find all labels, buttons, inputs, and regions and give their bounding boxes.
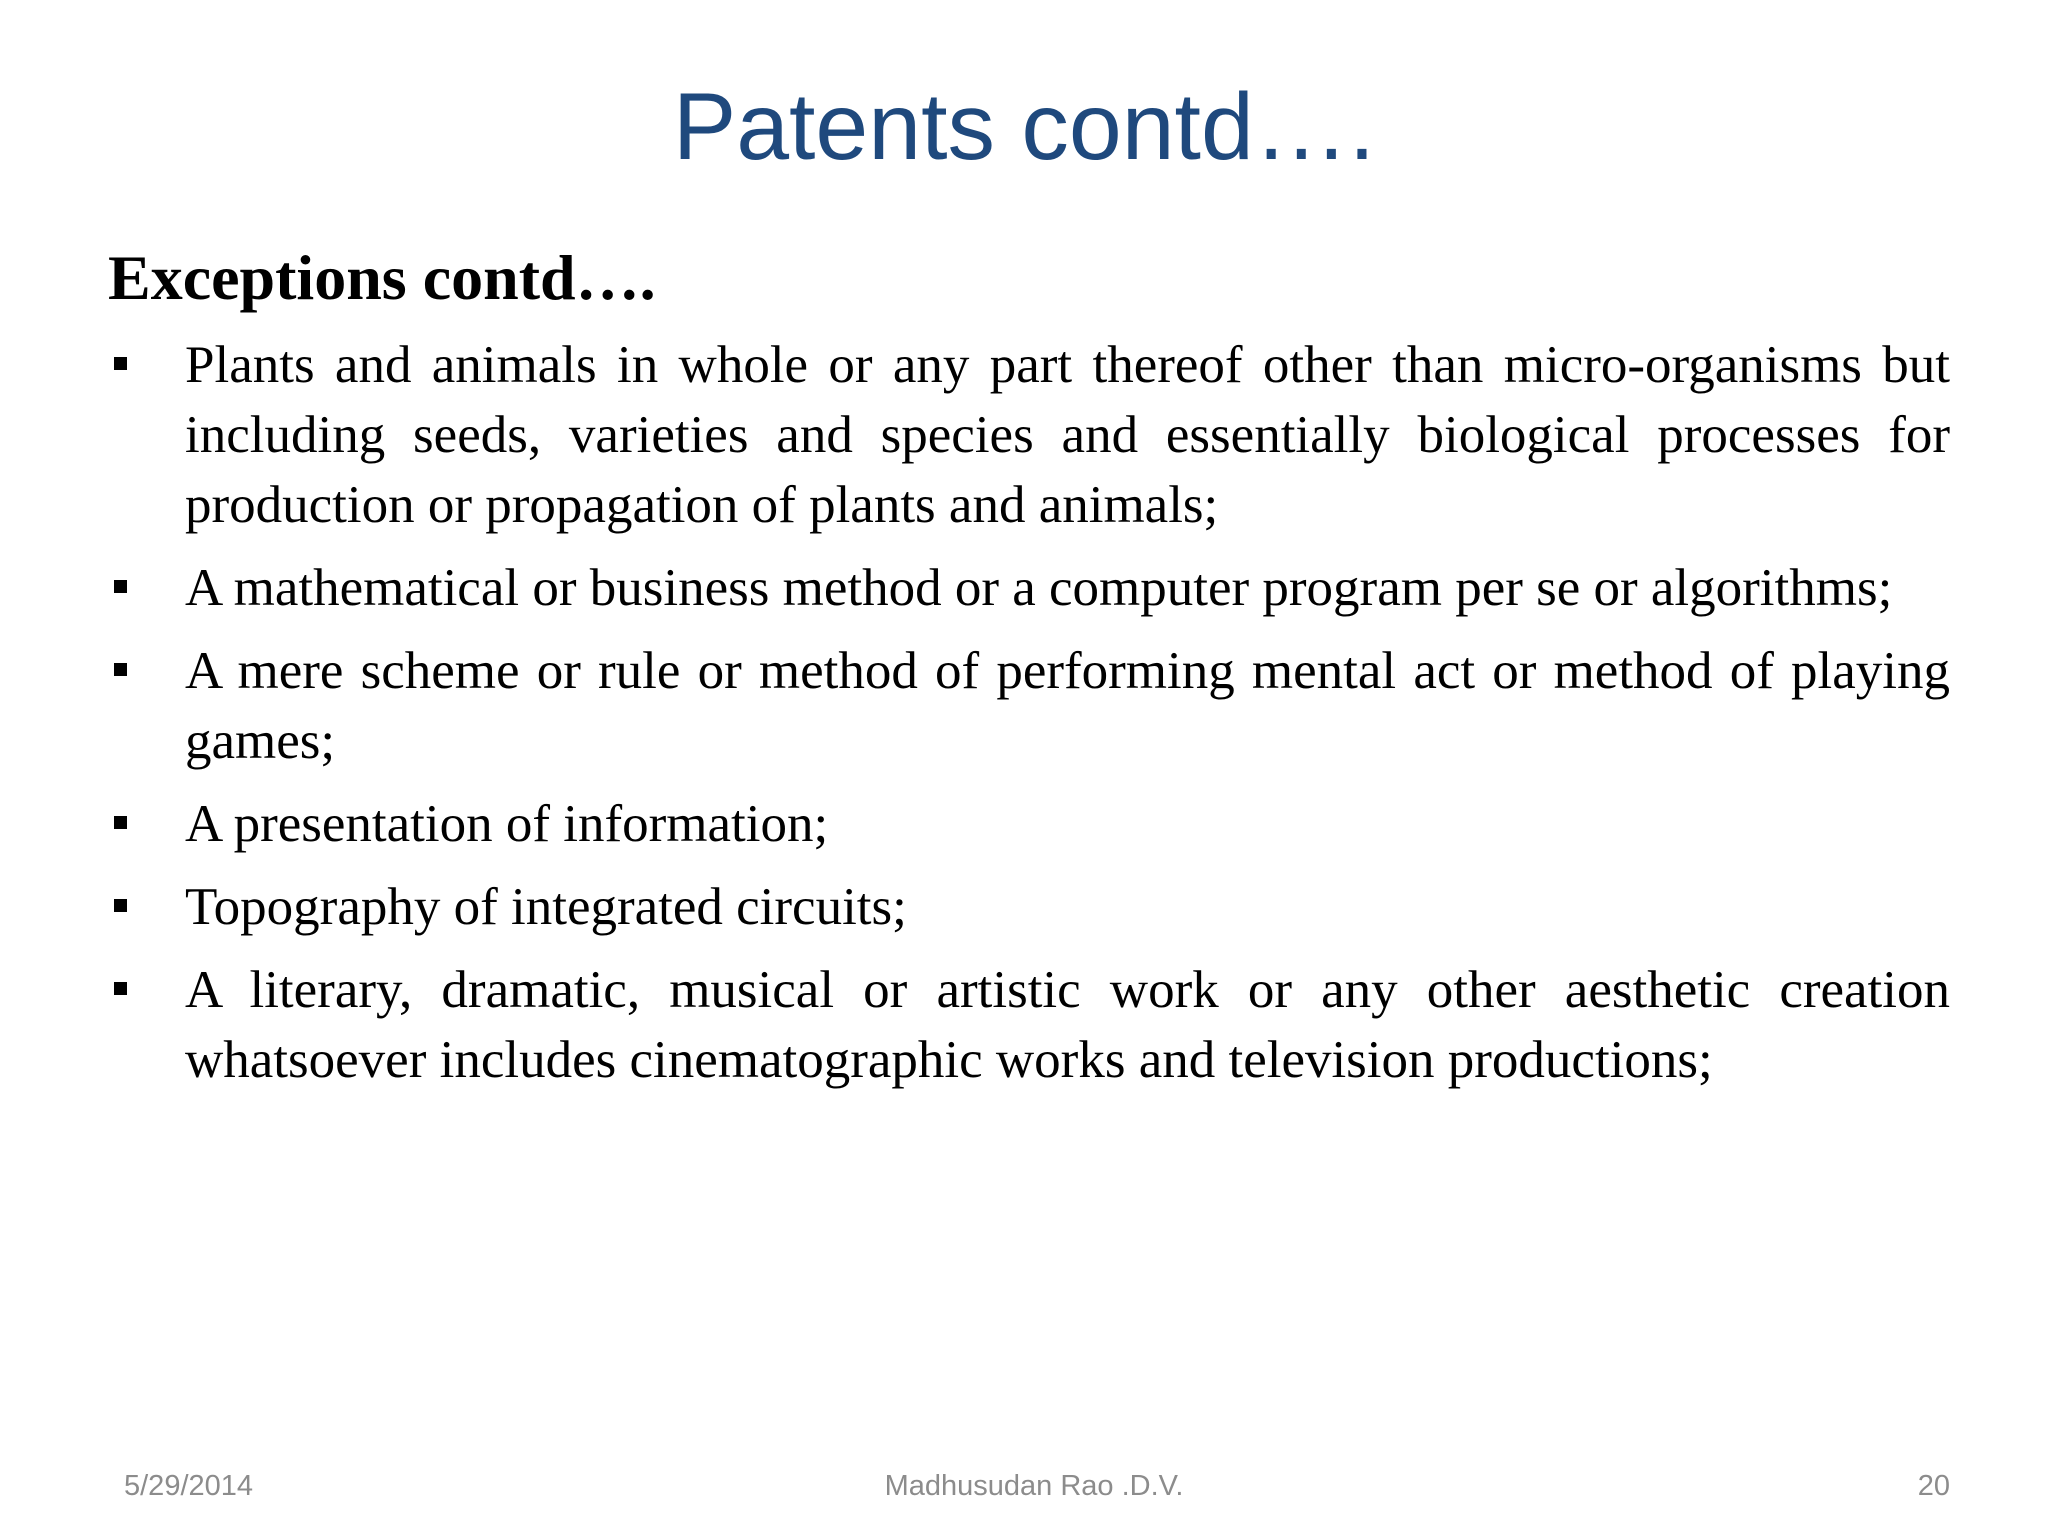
bullet-text: Plants and animals in whole or any part thereof other than micro-organisms but including seeds, varieties and species and essentially biological processes for production or propagation of plants and animals; — [185, 336, 1950, 534]
bullet-item — [108, 553, 1950, 623]
bullet-text: A mere scheme or rule or method of performing mental act or method of playing games; — [185, 642, 1950, 770]
slide-title: Patents contd…. — [672, 74, 1376, 180]
bullet-list — [108, 330, 1950, 1108]
footer-page-number: 20 — [1917, 1470, 1950, 1502]
bullet-text: A literary, dramatic, musical or artistic work or any other aesthetic creation whatsoever includes cinematographic works and television productions; — [185, 961, 1950, 1089]
square-bullet-icon — [114, 663, 127, 676]
bullet-item — [108, 636, 1950, 776]
bullet-item — [108, 789, 1950, 859]
square-bullet-icon — [114, 982, 127, 995]
square-bullet-icon — [114, 357, 127, 370]
square-bullet-icon — [114, 580, 127, 593]
square-bullet-icon — [114, 816, 127, 829]
square-bullet-icon — [114, 899, 127, 912]
bullet-text: Topography of integrated circuits; — [185, 878, 907, 936]
footer-author: Madhusudan Rao .D.V. — [884, 1470, 1184, 1502]
bullet-item — [108, 330, 1950, 540]
bullet-text: A mathematical or business method or a computer program per se or algorithms; — [185, 559, 1893, 617]
bullet-text: A presentation of information; — [185, 795, 829, 853]
footer-date: 5/29/2014 — [124, 1470, 254, 1502]
bullet-item — [108, 955, 1950, 1095]
bullet-item — [108, 872, 1950, 942]
section-subheading: Exceptions contd…. — [108, 242, 656, 313]
